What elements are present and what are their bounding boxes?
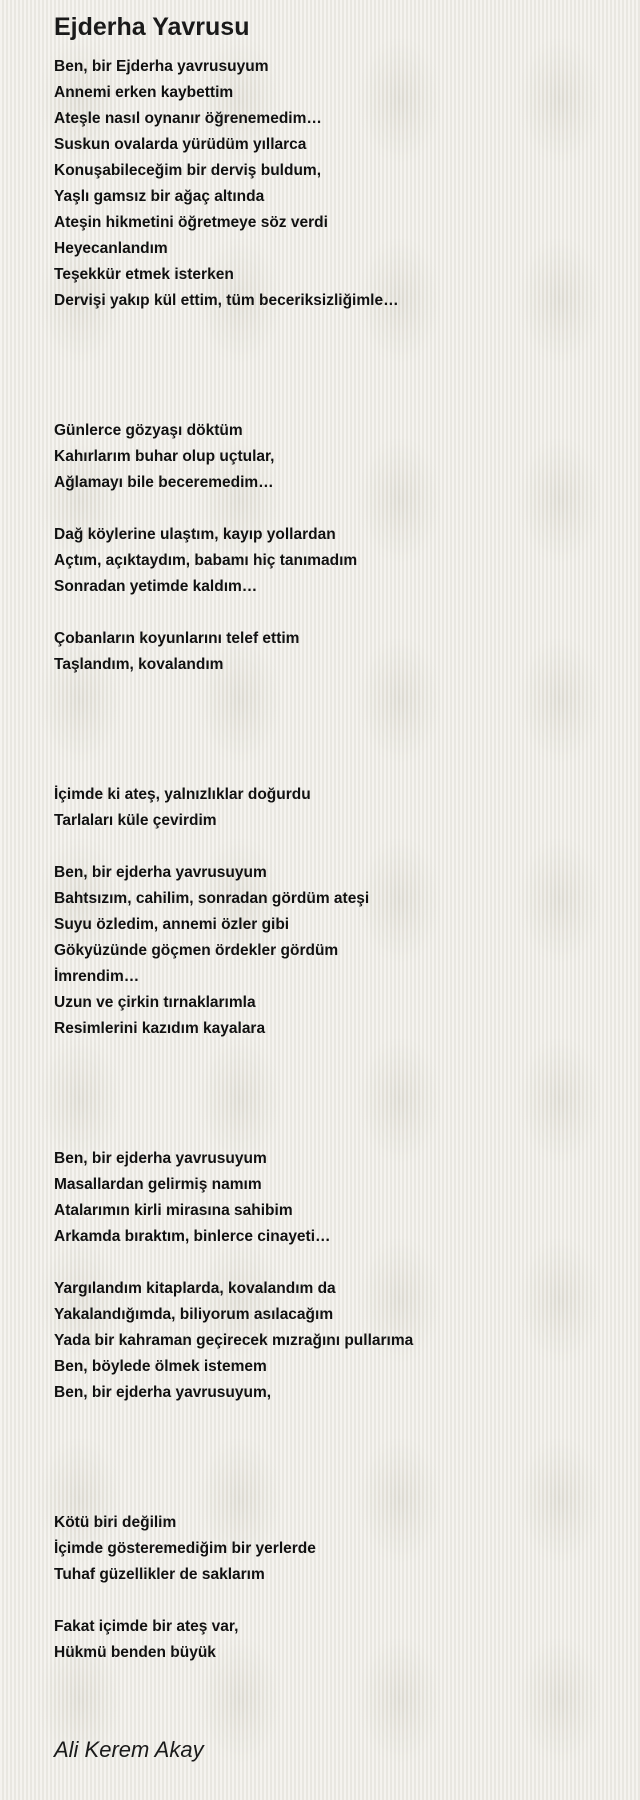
poem-line: Ben, bir ejderha yavrusuyum,	[54, 1384, 272, 1401]
poem-line: Ateşin hikmetini öğretmeye söz verdi	[54, 214, 328, 231]
poem-container	[54, 10, 614, 1666]
poem-line: Resimlerini kazıdım kayalara	[54, 1020, 266, 1037]
poem-line: Suyu özledim, annemi özler gibi	[54, 916, 290, 933]
poem-line: Ben, bir ejderha yavrusuyum	[54, 864, 267, 881]
poem-line: Hükmü benden büyük	[54, 1644, 216, 1661]
poem-line: Dervişi yakıp kül ettim, tüm beceriksizliğimle…	[54, 292, 399, 309]
poem-line: Kötü biri değilim	[54, 1514, 177, 1531]
stanza	[54, 860, 614, 1042]
poem-author: Ali Kerem Akay	[54, 1737, 204, 1762]
poem-line: Dağ köylerine ulaştım, kayıp yollardan	[54, 526, 336, 543]
poem-line: Masallardan gelirmiş namım	[54, 1176, 262, 1193]
poem-line: Taşlandım, kovalandım	[54, 656, 224, 673]
stanza	[54, 522, 614, 600]
poem-line: Günlerce gözyaşı döktüm	[54, 422, 243, 439]
poem-line: Yakalandığımda, biliyorum asılacağım	[54, 1306, 334, 1323]
poem-line: Açtım, açıktaydım, babamı hiç tanımadım	[54, 552, 358, 569]
poem-line: Yaşlı gamsız bir ağaç altında	[54, 188, 265, 205]
stanza	[54, 1276, 614, 1406]
stanza-gap	[54, 678, 614, 782]
poem-line: Suskun ovalarda yürüdüm yıllarca	[54, 136, 307, 153]
poem-line: Tuhaf güzellikler de saklarım	[54, 1566, 265, 1583]
stanza-gap	[54, 600, 614, 626]
poem-line: Annemi erken kaybettim	[54, 84, 234, 101]
poem-line: İmrendim…	[54, 968, 140, 985]
poem-line: Arkamda bıraktım, binlerce cinayeti…	[54, 1228, 331, 1245]
poem-line: Fakat içimde bir ateş var,	[54, 1618, 239, 1635]
poem-line: Ağlamayı bile beceremedim…	[54, 474, 274, 491]
poem-title: Ejderha Yavrusu	[54, 13, 250, 41]
poem-line: Yargılandım kitaplarda, kovalandım da	[54, 1280, 336, 1297]
poem-line: Atalarımın kirli mirasına sahibim	[54, 1202, 293, 1219]
poem-line: Bahtsızım, cahilim, sonradan gördüm ateşi	[54, 890, 370, 907]
poem-line: Yada bir kahraman geçirecek mızrağını pullarıma	[54, 1332, 414, 1349]
stanza	[54, 418, 614, 496]
poem-line: Konuşabileceğim bir derviş buldum,	[54, 162, 321, 179]
poem-line: Sonradan yetimde kaldım…	[54, 578, 258, 595]
stanza-gap	[54, 1250, 614, 1276]
poem-line: Teşekkür etmek isterken	[54, 266, 234, 283]
poem-line: İçimde gösteremediğim bir yerlerde	[54, 1540, 316, 1557]
stanza-gap	[54, 314, 614, 418]
stanza-gap	[54, 1588, 614, 1614]
stanza	[54, 54, 614, 314]
stanza-gap	[54, 834, 614, 860]
poem-line: Kahırlarım buhar olup uçtular,	[54, 448, 275, 465]
poem-line: Ben, bir Ejderha yavrusuyum	[54, 58, 269, 75]
poem-line: Uzun ve çirkin tırnaklarımla	[54, 994, 256, 1011]
stanza	[54, 1146, 614, 1250]
poem-line: Çobanların koyunlarını telef ettim	[54, 630, 300, 647]
poem-line: İçimde ki ateş, yalnızlıklar doğurdu	[54, 786, 311, 803]
stanza	[54, 1510, 614, 1588]
poem-line: Ateşle nasıl oynanır öğrenemedim…	[54, 110, 322, 127]
stanza-gap	[54, 1042, 614, 1146]
stanza	[54, 1614, 614, 1666]
poem-line: Ben, bir ejderha yavrusuyum	[54, 1150, 267, 1167]
poem-line: Tarlaları küle çevirdim	[54, 812, 217, 829]
stanza-gap	[54, 496, 614, 522]
poem-line: Gökyüzünde göçmen ördekler gördüm	[54, 942, 339, 959]
poem-line: Ben, böylede ölmek istemem	[54, 1358, 267, 1375]
stanza	[54, 782, 614, 834]
stanza	[54, 626, 614, 678]
poem-line: Heyecanlandım	[54, 240, 168, 257]
stanza-gap	[54, 1406, 614, 1510]
